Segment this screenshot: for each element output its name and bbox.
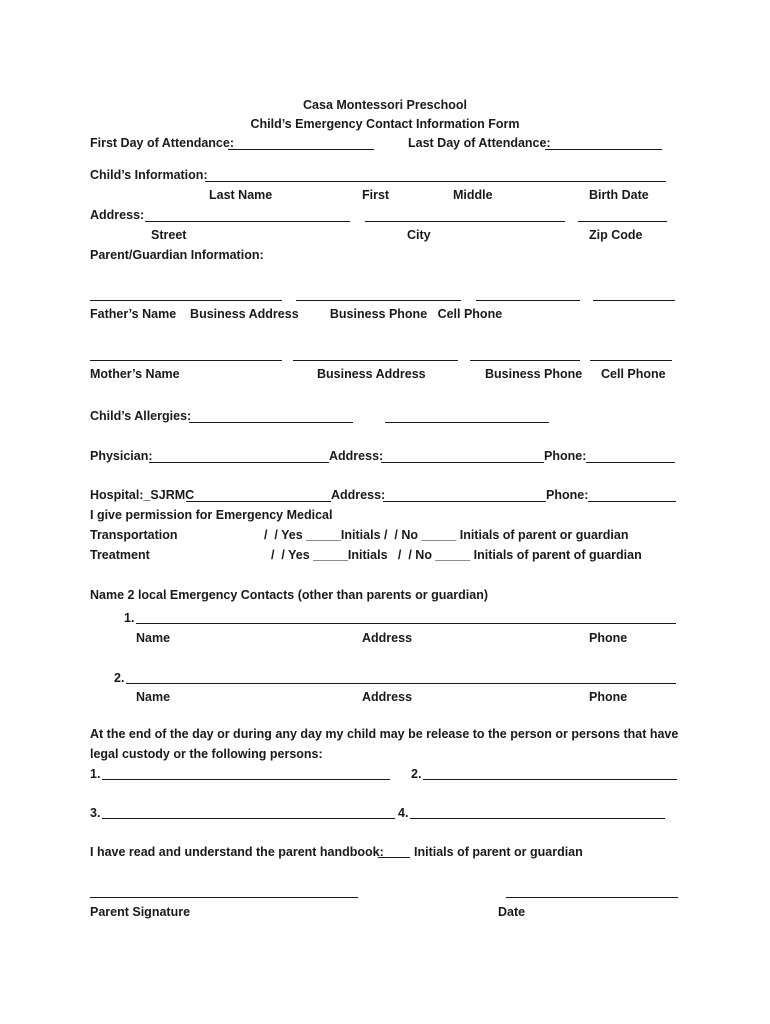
school-name: Casa Montessori Preschool (303, 98, 467, 112)
parent-signature-caption: Parent Signature (90, 905, 191, 919)
transportation-consent[interactable]: / / Yes _____Initials / / No _____ Initials of parent or guardian (264, 528, 629, 542)
physician-address-field[interactable] (381, 462, 544, 463)
father-business-address-field[interactable] (296, 300, 461, 301)
mother-business-address-caption: Business Address (317, 367, 426, 381)
mother-business-phone-field[interactable] (470, 360, 580, 361)
release-2-number: 2. (411, 767, 422, 781)
release-text-line-2: legal custody or the following persons: (90, 747, 323, 761)
hospital-address-field[interactable] (383, 501, 546, 502)
guardian-label: Parent/Guardian Information: (90, 248, 264, 262)
father-business-phone-field[interactable] (476, 300, 580, 301)
first-name-caption: First (362, 188, 390, 202)
handbook-initials-caption: Initials of parent or guardian (414, 845, 583, 859)
release-4-number: 4. (398, 806, 409, 820)
form-title: Child’s Emergency Contact Information Form (250, 117, 520, 131)
zip-caption: Zip Code (589, 228, 643, 242)
child-info-field[interactable] (205, 181, 666, 182)
date-caption: Date (498, 905, 526, 919)
contact-2-field[interactable] (126, 683, 676, 684)
physician-phone-label: Phone: (544, 449, 587, 463)
street-field[interactable] (145, 221, 350, 222)
hospital-name-field[interactable] (186, 501, 331, 502)
contact-1-address-caption: Address (362, 631, 413, 645)
contact-1-name-caption: Name (136, 631, 171, 645)
first-day-label: First Day of Attendance: (90, 136, 235, 150)
mother-cell-phone-caption: Cell Phone (601, 367, 666, 381)
physician-label: Physician: (90, 449, 153, 463)
child-info-label: Child’s Information: (90, 168, 208, 182)
contact-1-phone-caption: Phone (589, 631, 628, 645)
street-caption: Street (151, 228, 187, 242)
last-name-caption: Last Name (209, 188, 273, 202)
contact-1-number: 1. (124, 611, 135, 625)
contact-2-phone-caption: Phone (589, 690, 628, 704)
release-person-3-field[interactable] (102, 818, 395, 819)
last-day-field[interactable] (545, 149, 662, 150)
physician-name-field[interactable] (149, 462, 329, 463)
contact-1-field[interactable] (136, 623, 676, 624)
mother-business-phone-caption: Business Phone (485, 367, 583, 381)
hospital-address-label: Address: (331, 488, 386, 502)
allergies-field-1[interactable] (189, 422, 353, 423)
first-day-field[interactable] (228, 149, 374, 150)
mother-cell-phone-field[interactable] (590, 360, 672, 361)
father-captions: Father’s Name Business Address Business Phone Cell Phone (90, 307, 503, 321)
release-1-number: 1. (90, 767, 101, 781)
mother-business-address-field[interactable] (293, 360, 458, 361)
birth-date-caption: Birth Date (589, 188, 649, 202)
hospital-phone-label: Phone: (546, 488, 589, 502)
middle-name-caption: Middle (453, 188, 493, 202)
treatment-consent[interactable]: / / Yes _____Initials / / No _____ Initials of parent of guardian (271, 548, 642, 562)
release-3-number: 3. (90, 806, 101, 820)
parent-signature-field[interactable] (90, 897, 358, 898)
contact-2-number: 2. (114, 671, 125, 685)
treatment-label: Treatment (90, 548, 150, 562)
father-cell-phone-field[interactable] (593, 300, 675, 301)
release-person-4-field[interactable] (410, 818, 665, 819)
transportation-label: Transportation (90, 528, 178, 542)
release-person-1-field[interactable] (102, 779, 390, 780)
permission-text: I give permission for Emergency Medical (90, 508, 333, 522)
father-name-field[interactable] (90, 300, 282, 301)
physician-phone-field[interactable] (586, 462, 675, 463)
last-day-label: Last Day of Attendance: (408, 136, 551, 150)
contact-2-address-caption: Address (362, 690, 413, 704)
city-field[interactable] (365, 221, 565, 222)
release-text-line-1: At the end of the day or during any day my child may be release to the person or persons that have (90, 727, 679, 741)
physician-address-label: Address: (329, 449, 384, 463)
handbook-initials-field[interactable] (378, 857, 410, 858)
emergency-contacts-label: Name 2 local Emergency Contacts (other than parents or guardian) (90, 588, 489, 602)
zip-field[interactable] (578, 221, 667, 222)
contact-2-name-caption: Name (136, 690, 171, 704)
hospital-label: Hospital:_SJRMC (90, 488, 195, 502)
address-label: Address: (90, 208, 145, 222)
hospital-phone-field[interactable] (588, 501, 676, 502)
allergies-field-2[interactable] (385, 422, 549, 423)
mother-name-caption: Mother’s Name (90, 367, 180, 381)
city-caption: City (407, 228, 431, 242)
allergies-label: Child’s Allergies: (90, 409, 192, 423)
release-person-2-field[interactable] (423, 779, 677, 780)
mother-name-field[interactable] (90, 360, 282, 361)
date-field[interactable] (506, 897, 678, 898)
handbook-statement: I have read and understand the parent handbook: (90, 845, 384, 859)
